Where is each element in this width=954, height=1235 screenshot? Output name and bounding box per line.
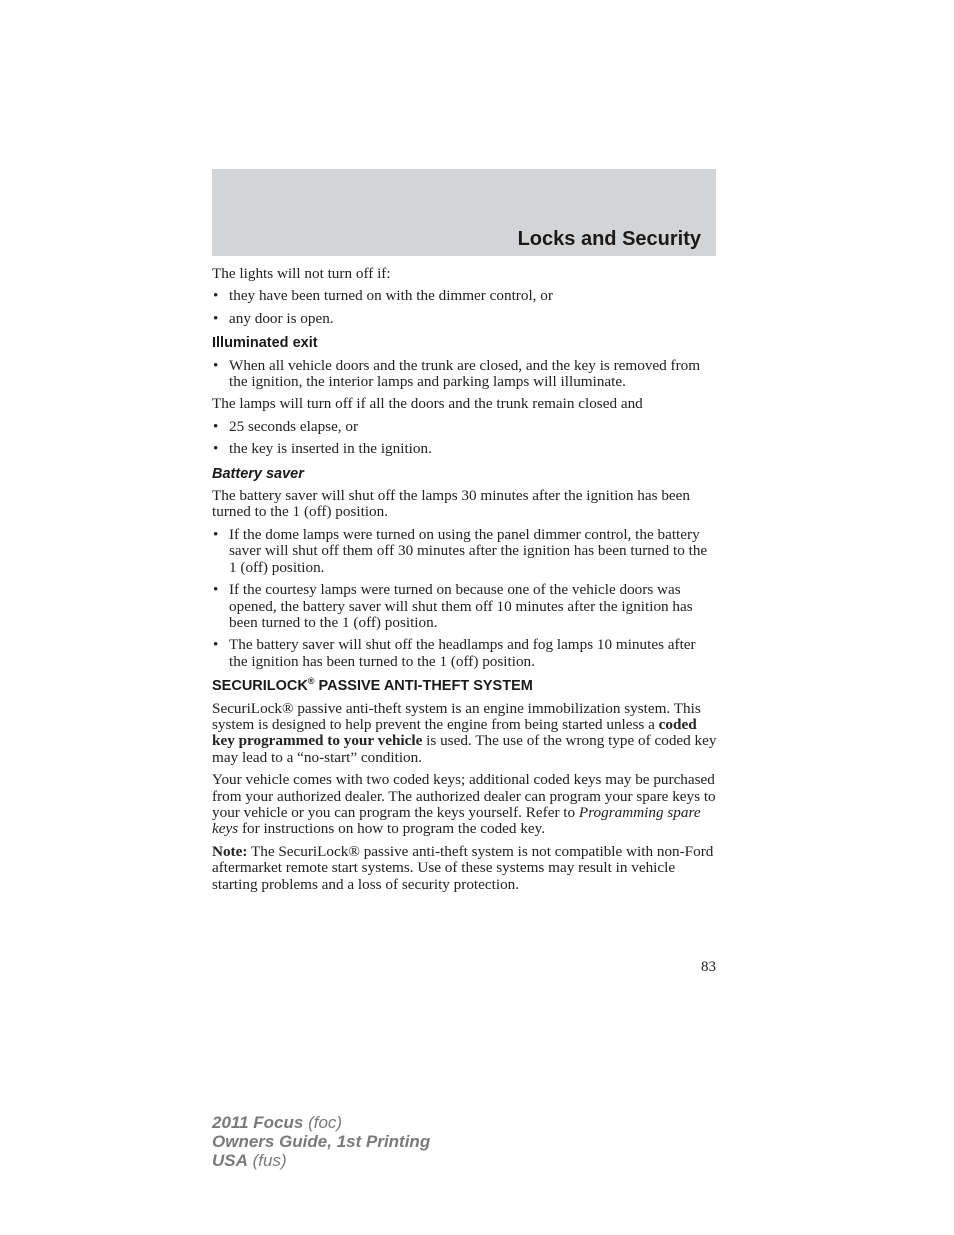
illuminated-exit-list (212, 358, 717, 391)
list-item: • The battery saver will shut off the headlamps and fog lamps 10 minutes after the ignition has been turned to the 1 (off) position. (212, 637, 717, 670)
footer-market: USA (212, 1151, 248, 1170)
illuminated-exit-list-2 (212, 419, 717, 458)
list-item: • they have been turned on with the dimmer control, or (212, 288, 717, 304)
intro-lead: The lights will not turn off if: (212, 265, 391, 282)
footer-edition: Owners Guide, 1st Printing (212, 1132, 431, 1151)
text-run: SecuriLock® passive anti-theft system is an engine immobilization system. This system is designed to help prevent the engine from being started unless a (212, 699, 701, 733)
text-run: for instructions on how to program the coded key. (238, 820, 546, 838)
footer-line-3 (212, 1151, 430, 1170)
list-item: • the key is inserted in the ignition. (212, 441, 717, 457)
list-item: • 25 seconds elapse, or (212, 419, 717, 435)
note-label: Note: (212, 842, 248, 860)
intro-list (212, 288, 717, 327)
securilock-paragraph-2 (212, 772, 717, 838)
note-text: The SecuriLock® passive anti-theft system is not compatible with non-Ford aftermarket remote start systems. Use of these systems may result in vehicle starting problems and a loss of security protection. (212, 842, 714, 893)
section-title: Locks and Security (517, 228, 701, 250)
battery-saver-list (212, 527, 717, 670)
footer-model-code: (foc) (303, 1113, 343, 1132)
securilock-heading (212, 678, 717, 694)
battery-saver-heading: Battery saver (212, 465, 304, 482)
list-item: • If the dome lamps were turned on using the panel dimmer control, the battery saver will shut off them off 30 minutes after the ignition has been turned to the 1 (off) position. (212, 527, 717, 576)
text-run: is used. The use of the wrong type of coded key may lead to a “no-start” condition. (212, 732, 717, 766)
text-run: Your vehicle comes with two coded keys; additional coded keys may be purchased from your authorized dealer. The authorized dealer can program your spare keys to your vehicle or you can program the keys yourself. Refer to (212, 771, 716, 821)
page-content (212, 266, 717, 899)
bold-text-run: coded key programmed to your vehicle (212, 715, 697, 750)
page-number: 83 (701, 959, 716, 975)
list-item: • If the courtesy lamps were turned on because one of the vehicle doors was opened, the battery saver will shut them off 10 minutes after the ignition has been turned to the 1 (off) position. (212, 582, 717, 631)
footer-model: 2011 Focus (212, 1113, 304, 1132)
list-item: • When all vehicle doors and the trunk are closed, and the key is removed from the ignition, the interior lamps and parking lamps will illuminate. (212, 358, 717, 391)
illuminated-exit-heading: Illuminated exit (212, 335, 318, 352)
illuminated-exit-paragraph: The lamps will turn off if all the doors and the trunk remain closed and (212, 395, 643, 413)
securilock-heading-part1: SECURILOCK (212, 678, 308, 695)
securilock-note (212, 844, 717, 893)
footer-market-code: (fus) (247, 1151, 287, 1170)
securilock-paragraph-1 (212, 701, 717, 767)
battery-saver-paragraph: The battery saver will shut off the lamps 30 minutes after the ignition has been turned to the 1 (off) position. (212, 487, 691, 521)
section-header (212, 169, 716, 256)
registered-mark: ® (307, 676, 315, 687)
securilock-heading-part2: PASSIVE ANTI-THEFT SYSTEM (314, 678, 533, 695)
cross-reference: Programming spare keys (212, 803, 701, 838)
footer-line-1 (212, 1113, 430, 1132)
list-item: • any door is open. (212, 311, 717, 327)
footer-line-2 (212, 1132, 430, 1151)
footer (212, 1113, 430, 1170)
